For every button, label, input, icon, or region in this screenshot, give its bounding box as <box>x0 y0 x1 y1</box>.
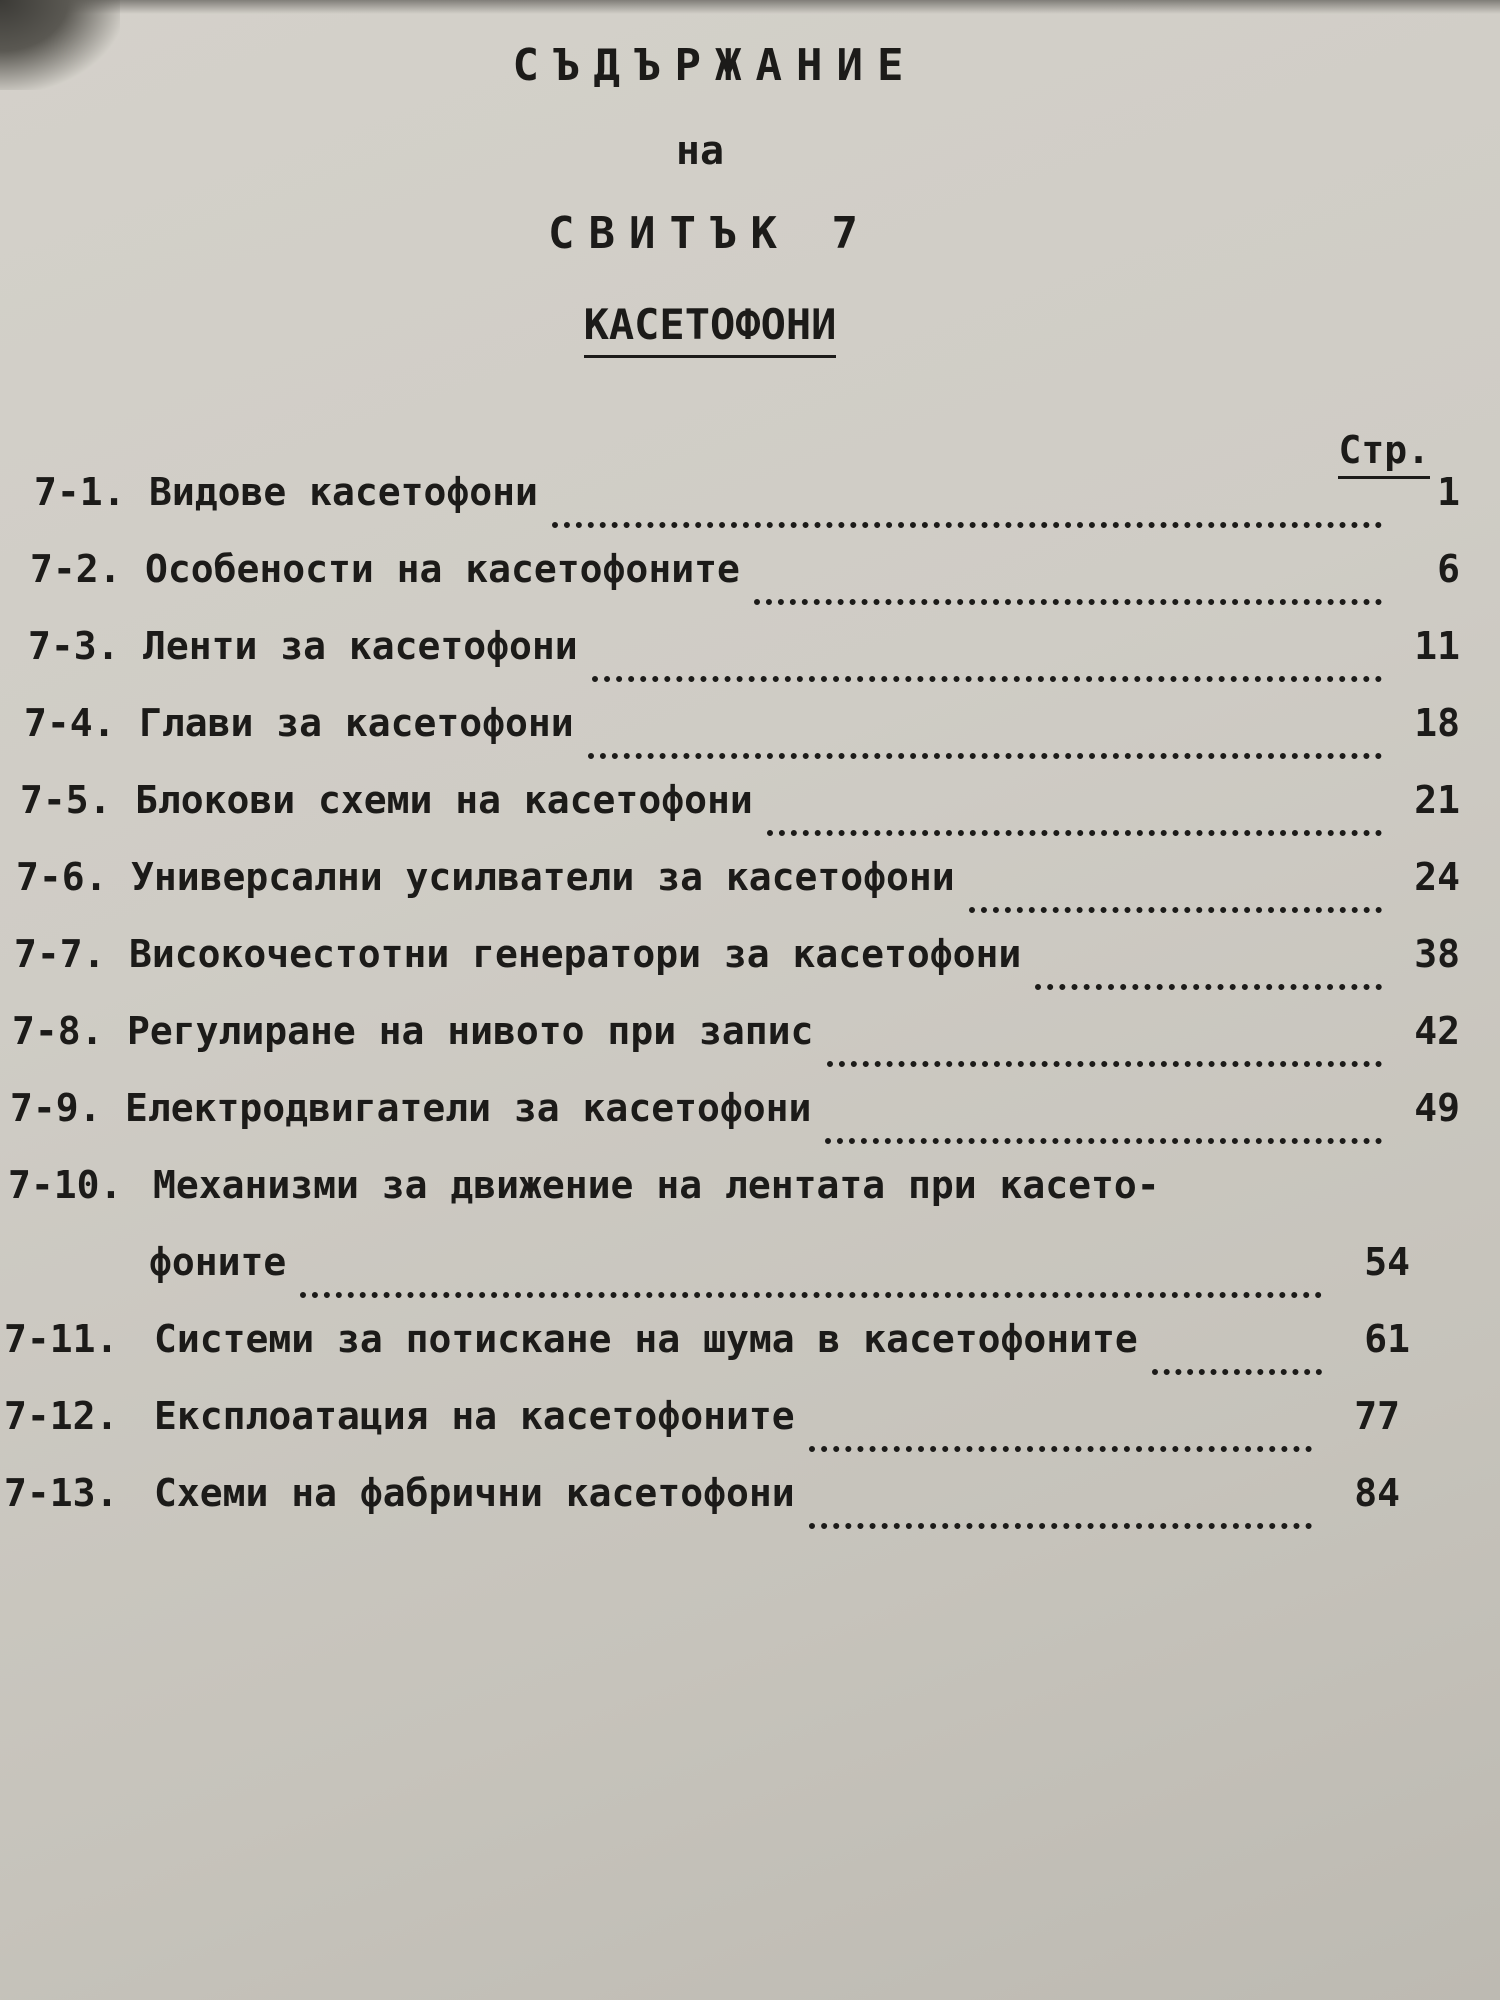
toc-entry-number: 7-5. <box>20 778 112 822</box>
page-column-label: Стр. <box>1338 428 1430 479</box>
toc-entry <box>0 855 1460 932</box>
topic-title <box>210 300 1210 349</box>
page-corner-shadow <box>0 0 120 90</box>
volume-title: СВИТЪК 7 <box>548 208 872 259</box>
toc-entry-page: 24 <box>1414 855 1460 899</box>
toc-entry-title: Видове касетофони <box>149 470 538 514</box>
toc-entry-number: 7-11. <box>4 1317 119 1361</box>
toc-leader-dots <box>588 739 1382 759</box>
toc-entry-title: Ленти за касетофони <box>143 624 578 668</box>
toc-entry-number: 7-2. <box>30 547 122 591</box>
toc-entry <box>0 470 1460 547</box>
toc-entry-page: 61 <box>1364 1317 1410 1361</box>
toc-entry-title: Универсални усилватели за касетофони <box>131 855 955 899</box>
toc-entry-page: 84 <box>1354 1471 1400 1515</box>
topic-title-text: КАСЕТОФОНИ <box>584 300 837 358</box>
toc-entry-page: 38 <box>1414 932 1460 976</box>
table-of-contents <box>0 470 1460 1548</box>
toc-entry-number: 7-1. <box>34 470 126 514</box>
toc-entry-number: 7-6. <box>16 855 108 899</box>
toc-entry <box>0 1163 1460 1240</box>
toc-entry-title: Особености на касетофоните <box>145 547 740 591</box>
document-subtitle: на <box>675 128 725 174</box>
toc-entry-number: 7-8. <box>12 1009 104 1053</box>
toc-leader-dots <box>825 1124 1382 1144</box>
page-top-shadow <box>0 0 1500 14</box>
toc-entry-title: Блокови схеми на касетофони <box>135 778 753 822</box>
toc-entry-number: 7-13. <box>4 1471 119 1515</box>
toc-entry-page: 54 <box>1364 1240 1410 1284</box>
toc-leader-dots <box>1035 970 1382 990</box>
toc-entry-page: 42 <box>1414 1009 1460 1053</box>
toc-entry-title: Експлоатация на касетофоните <box>154 1394 795 1438</box>
toc-entry-continuation <box>0 1240 1460 1317</box>
toc-entry <box>0 1086 1460 1163</box>
toc-entry-title-continued: фоните <box>149 1240 287 1284</box>
document-title: СЪДЪРЖАНИЕ <box>512 40 918 91</box>
toc-leader-dots <box>552 508 1382 528</box>
toc-entry-number: 7-4. <box>24 701 116 745</box>
toc-entry <box>0 932 1460 1009</box>
toc-entry-page: 18 <box>1414 701 1460 745</box>
toc-entry-title: Електродвигатели за касетофони <box>125 1086 812 1130</box>
toc-leader-dots <box>809 1432 1312 1452</box>
toc-leader-dots <box>767 816 1382 836</box>
toc-entry-page: 21 <box>1414 778 1460 822</box>
toc-leader-dots <box>300 1278 1322 1298</box>
toc-entry <box>0 624 1460 701</box>
toc-entry-title: Системи за потискане на шума в касетофоните <box>154 1317 1138 1361</box>
toc-entry-title: Механизми за движение на лентата при касето- <box>153 1163 1160 1207</box>
toc-leader-dots <box>592 662 1382 682</box>
toc-entry-number: 7-10. <box>8 1163 123 1207</box>
toc-entry-title: Схеми на фабрични касетофони <box>154 1471 795 1515</box>
toc-entry-title: Високочестотни генератори за касетофони <box>129 932 1022 976</box>
toc-entry <box>0 547 1460 624</box>
toc-entry-page: 11 <box>1414 624 1460 668</box>
toc-entry <box>0 1317 1460 1394</box>
toc-entry-page: 1 <box>1437 470 1460 514</box>
toc-entry-number: 7-3. <box>28 624 120 668</box>
toc-entry <box>0 778 1460 855</box>
toc-entry-page: 6 <box>1437 547 1460 591</box>
toc-entry-title: Глави за касетофони <box>139 701 574 745</box>
toc-leader-dots <box>969 893 1382 913</box>
toc-entry <box>0 1394 1460 1471</box>
toc-entry <box>0 1009 1460 1086</box>
toc-entry <box>0 1471 1460 1548</box>
toc-entry-page: 49 <box>1414 1086 1460 1130</box>
toc-leader-dots <box>809 1509 1312 1529</box>
toc-leader-dots <box>1152 1355 1322 1375</box>
toc-entry-number: 7-12. <box>4 1394 119 1438</box>
toc-entry-number: 7-9. <box>10 1086 102 1130</box>
toc-entry-page: 77 <box>1354 1394 1400 1438</box>
toc-leader-dots <box>827 1047 1382 1067</box>
toc-entry-title: Регулиране на нивото при запис <box>127 1009 814 1053</box>
toc-entry-number: 7-7. <box>14 932 106 976</box>
toc-entry <box>0 701 1460 778</box>
toc-leader-dots <box>754 585 1382 605</box>
